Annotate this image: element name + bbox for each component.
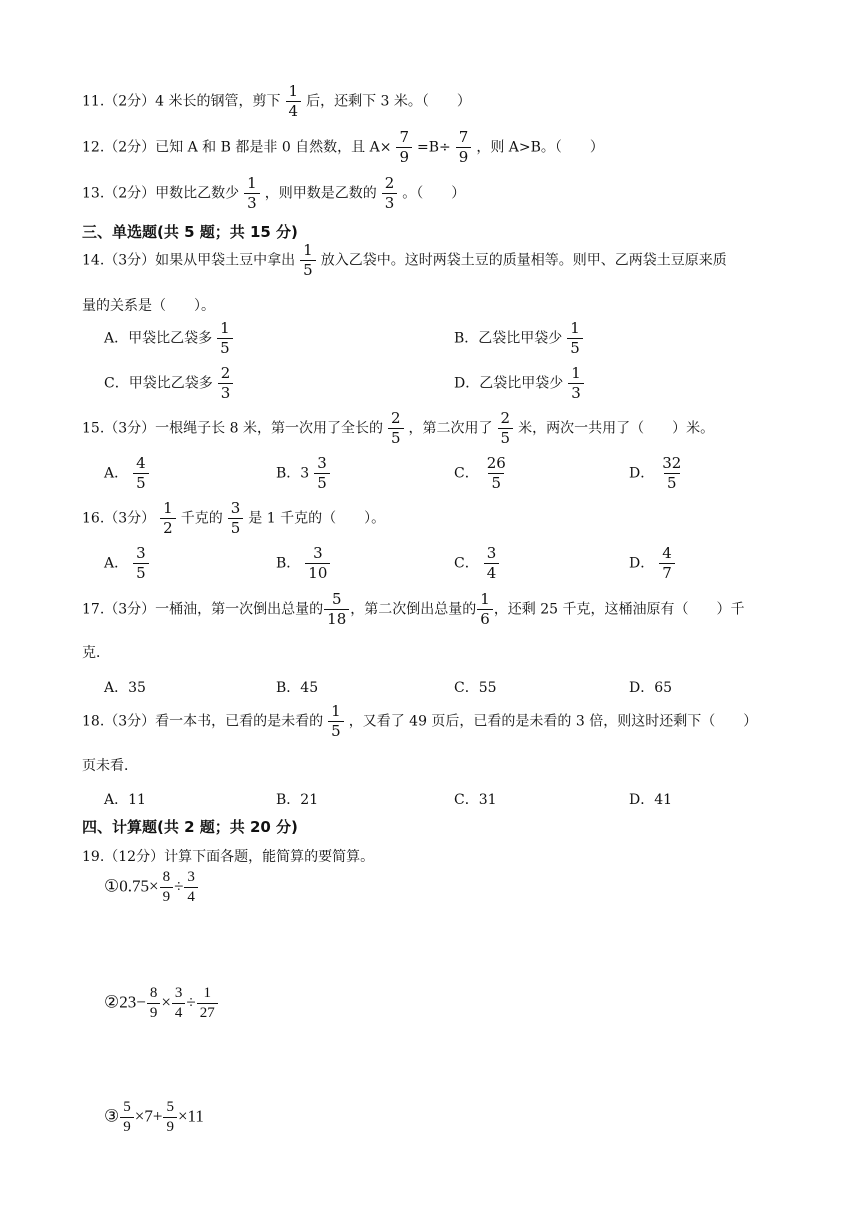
q12-text-c: ，则 A>B。（ ） [476, 139, 604, 156]
question-16 [82, 501, 385, 536]
q12-fraction-2: $\frac{7}{9}$ [456, 130, 472, 165]
q15-fraction-1: $\frac{2}{5}$ [388, 411, 404, 446]
question-13 [82, 176, 465, 211]
q17-text-c: ，还剩 25 千克，这桶油原有（ ）千 [493, 601, 745, 618]
q16-text-a: 16.（3分） [82, 510, 156, 527]
q11-text-a: 11.（2分）4 米长的钢管，剪下 [82, 93, 281, 110]
q13-fraction-1: $\frac{1}{3}$ [244, 176, 260, 211]
q17-text-b: ，第二次倒出总量的 [350, 601, 477, 618]
question-19: 19.（12分）计算下面各题，能简算的要简算。 [82, 849, 375, 865]
option-fraction: $\frac{4}{7}$ [659, 546, 675, 581]
question-14 [82, 243, 727, 278]
q18-option-d: D．41 [629, 792, 673, 808]
option-fraction: $\frac{32}{5}$ [662, 454, 682, 492]
q17-fraction-2: $\frac{1}{6}$ [477, 592, 493, 627]
q12-text-a: 12.（2分）已知 A 和 B 都是非 0 自然数，且 A× [82, 139, 392, 156]
q18-option-c: C．31 [454, 792, 497, 808]
expr-text: ③ [104, 1106, 120, 1126]
q13-text-a: 13.（2分）甲数比乙数少 [82, 185, 240, 202]
option-label: B． [276, 555, 301, 572]
q19-expression-1 [104, 870, 199, 905]
q18-line-2: 页未看． [82, 758, 138, 774]
q16-option-c [454, 546, 504, 581]
q17-text-a: 17.（3分）一桶油，第一次倒出总量的 [82, 601, 324, 618]
expr-text: ②23− [104, 992, 146, 1012]
q12-fraction-1: $\frac{7}{9}$ [396, 130, 412, 165]
q18-fraction: $\frac{1}{5}$ [328, 704, 344, 739]
option-fraction: $\frac{1}{3}$ [568, 366, 584, 401]
expr-operator: × [161, 992, 171, 1012]
q14-fraction: $\frac{1}{5}$ [300, 243, 316, 278]
q16-option-a [104, 546, 154, 581]
expr-fraction: $\frac{8}{9}$ [147, 986, 161, 1021]
q17-fraction-1: $\frac{5}{18}$ [324, 592, 349, 627]
q16-fraction-2: $\frac{3}{5}$ [228, 501, 244, 536]
option-label: A． [104, 465, 129, 482]
option-label: C． [454, 555, 479, 572]
q17-option-c: C．55 [454, 680, 497, 696]
section-3-heading: 三、单选题(共 5 题；共 15 分) [82, 223, 298, 241]
expr-fraction: $\frac{3}{4}$ [172, 986, 186, 1021]
option-fraction: $\frac{1}{5}$ [217, 321, 233, 356]
q19-expression-3 [104, 1100, 204, 1135]
expr-fraction: $\frac{3}{4}$ [184, 870, 198, 905]
q12-text-b: =B÷ [417, 139, 451, 156]
q14-option-c [104, 366, 238, 401]
option-label: C． [454, 465, 479, 482]
option-label: B．3 [276, 465, 310, 482]
option-label: A． [104, 555, 129, 572]
q19-expression-2 [104, 986, 219, 1021]
q17-option-d: D．65 [629, 680, 673, 696]
option-label: D． [629, 465, 655, 482]
q11-fraction: $\frac{1}{4}$ [286, 84, 302, 119]
expr-fraction: $\frac{5}{9}$ [120, 1100, 134, 1135]
expr-fraction: $\frac{5}{9}$ [163, 1100, 177, 1135]
expr-operator: ×7+ [134, 1106, 163, 1126]
q14-text-b: 放入乙袋中。这时两袋土豆的质量相等。则甲、乙两袋土豆原来质 [320, 252, 727, 269]
q14-option-d [454, 366, 589, 401]
q15-option-d [629, 456, 689, 491]
question-17 [82, 592, 745, 627]
option-fraction: $\frac{3}{4}$ [484, 546, 500, 581]
q14-text-a: 14.（3分）如果从甲袋土豆中拿出 [82, 252, 296, 269]
q15-text-b: ，第二次用了 [408, 420, 493, 437]
q17-option-b: B．45 [276, 680, 319, 696]
q17-option-a: A．35 [104, 680, 146, 696]
option-fraction: $\frac{3}{5}$ [133, 546, 149, 581]
q15-text-c: 米，两次一共用了（ ）米。 [518, 420, 715, 437]
expr-operator: ÷ [186, 992, 196, 1012]
q11-text-b: 后，还剩下 3 米。（ ） [306, 93, 471, 110]
question-11 [82, 84, 471, 119]
option-fraction: $\frac{3}{5}$ [314, 456, 330, 491]
option-label: D． [629, 555, 655, 572]
option-fraction: $\frac{26}{5}$ [486, 454, 506, 492]
question-15 [82, 411, 714, 446]
question-12 [82, 130, 604, 165]
section-4-heading: 四、计算题(共 2 题；共 20 分) [82, 818, 298, 836]
q15-fraction-2: $\frac{2}{5}$ [498, 411, 514, 446]
q18-option-b: B．21 [276, 792, 319, 808]
expr-text: ×11 [177, 1106, 204, 1126]
expr-fraction: $\frac{1}{27}$ [197, 986, 218, 1021]
option-label: A．甲袋比乙袋多 [104, 330, 213, 347]
q17-line-2: 克． [82, 645, 110, 661]
q18-text-b: ，又看了 49 页后，已看的是未看的 3 倍，则这时还剩下（ ） [348, 713, 758, 730]
option-label: D．乙袋比甲袋少 [454, 375, 564, 392]
q13-text-b: ，则甲数是乙数的 [264, 185, 377, 202]
option-fraction: $\frac{3}{10}$ [305, 546, 330, 581]
q15-option-b [276, 456, 335, 491]
q15-option-c [454, 456, 514, 491]
q18-text-a: 18.（3分）看一本书，已看的是未看的 [82, 713, 324, 730]
q15-text-a: 15.（3分）一根绳子长 8 米，第一次用了全长的 [82, 420, 383, 437]
option-fraction: $\frac{1}{5}$ [567, 321, 583, 356]
q14-line-2: 量的关系是（ ）。 [82, 298, 215, 314]
expr-fraction: $\frac{8}{9}$ [160, 870, 174, 905]
q14-option-a [104, 321, 238, 356]
option-label: B．乙袋比甲袋少 [454, 330, 563, 347]
option-label: C．甲袋比乙袋多 [104, 375, 213, 392]
q16-option-d [629, 546, 680, 581]
q16-text-b: 千克的 [180, 510, 223, 527]
question-18 [82, 704, 757, 739]
q16-option-b [276, 546, 335, 581]
q15-option-a [104, 456, 154, 491]
q14-option-b [454, 321, 588, 356]
q16-text-c: 是 1 千克的（ ）。 [248, 510, 386, 527]
expr-text: ①0.75× [104, 876, 159, 896]
option-fraction: $\frac{2}{3}$ [218, 366, 234, 401]
option-fraction: $\frac{4}{5}$ [133, 456, 149, 491]
q18-option-a: A．11 [104, 792, 146, 808]
q13-fraction-2: $\frac{2}{3}$ [382, 176, 398, 211]
q16-fraction-1: $\frac{1}{2}$ [160, 501, 176, 536]
q13-text-c: 。（ ） [402, 185, 466, 202]
expr-operator: ÷ [174, 876, 184, 896]
